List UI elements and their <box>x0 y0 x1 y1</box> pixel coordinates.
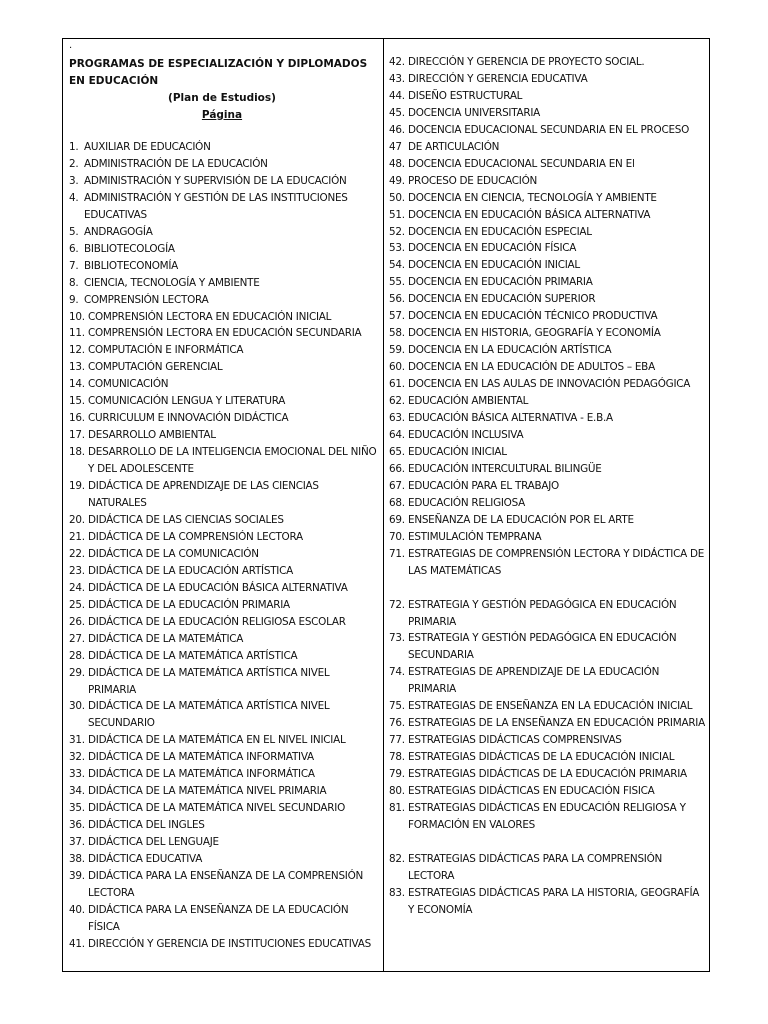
item-text: DOCENCIA EN HISTORIA, GEOGRAFÍA Y ECONOMÍA <box>408 327 661 340</box>
item-text: BIBLIOTECOLOGÍA <box>84 242 175 255</box>
item-number: 39. <box>69 869 85 882</box>
list-item <box>389 732 707 749</box>
list-item <box>389 427 707 444</box>
item-text: EDUCACIÓN AMBIENTAL <box>408 395 529 408</box>
item-number: 33. <box>69 768 85 781</box>
list-item <box>69 359 377 376</box>
item-number: 37. <box>69 836 85 849</box>
item-text: ESTRATEGIAS DE APRENDIZAJE DE LA EDUCACIÓN PRIMARIA <box>408 666 660 696</box>
item-text: DIDÁCTICA DE LA MATEMÁTICA <box>88 632 244 645</box>
item-number: 68. <box>389 496 405 509</box>
list-item <box>69 139 377 156</box>
program-list-right <box>389 54 707 919</box>
item-number: 51. <box>389 208 405 221</box>
list-item <box>389 122 707 139</box>
document-frame <box>62 38 710 972</box>
item-text: EDUCACIÓN INICIAL <box>408 445 507 458</box>
item-text: DIDÁCTICA DE LA MATEMÁTICA ARTÍSTICA <box>88 649 298 662</box>
list-item <box>69 427 377 444</box>
item-number: 4. <box>69 191 79 204</box>
list-item <box>69 156 377 173</box>
item-number: 52. <box>389 225 405 238</box>
list-item <box>69 393 377 410</box>
item-text: DOCENCIA EN EDUCACIÓN ESPECIAL <box>408 225 592 238</box>
list-item <box>69 614 377 631</box>
item-text: DOCENCIA EN LA EDUCACIÓN DE ADULTOS – EBA <box>408 361 655 374</box>
item-number: 7. <box>69 259 79 272</box>
item-text: DIDÁCTICA DE LA COMPRENSIÓN LECTORA <box>88 530 303 543</box>
item-text: COMPRENSIÓN LECTORA EN EDUCACIÓN INICIAL <box>88 310 332 323</box>
list-spacer <box>389 834 707 851</box>
item-text: COMUNICACIÓN LENGUA Y LITERATURA <box>88 395 286 408</box>
item-number: 56. <box>389 293 405 306</box>
item-number: 77. <box>389 734 405 747</box>
list-item <box>389 105 707 122</box>
item-text: DOCENCIA EN EDUCACIÓN PRIMARIA <box>408 276 593 289</box>
list-item <box>389 749 707 766</box>
item-text: COMPUTACIÓN E INFORMÁTICA <box>88 344 244 357</box>
item-number: 34. <box>69 785 85 798</box>
list-item <box>389 546 707 580</box>
item-text: DIDÁCTICA DE LA COMUNICACIÓN <box>88 547 259 560</box>
item-text: DIDÁCTICA PARA LA ENSEÑANZA DE LA EDUCACIÓN FÍSICA <box>88 903 349 933</box>
item-number: 41. <box>69 937 85 950</box>
item-text: DIDÁCTICA EDUCATIVA <box>88 853 203 866</box>
item-number: 28. <box>69 649 85 662</box>
item-number: 54. <box>389 259 405 272</box>
list-item <box>69 698 377 732</box>
list-item <box>389 240 707 257</box>
item-number: 69. <box>389 513 405 526</box>
list-item <box>389 274 707 291</box>
list-item <box>69 749 377 766</box>
item-number: 62. <box>389 395 405 408</box>
list-item <box>389 224 707 241</box>
page-subtitle: (Plan de Estudios) <box>168 92 276 104</box>
item-number: 73. <box>389 632 405 645</box>
item-text: DIRECCIÓN Y GERENCIA DE PROYECTO SOCIAL. <box>408 56 645 68</box>
item-text: EDUCACIÓN BÁSICA ALTERNATIVA - E.B.A <box>408 412 613 425</box>
item-number: 78. <box>389 751 405 764</box>
item-text: DIDÁCTICA DE APRENDIZAJE DE LAS CIENCIAS NATURALES <box>88 480 319 510</box>
list-item <box>69 631 377 648</box>
item-text: DIDÁCTICA DEL LENGUAJE <box>88 836 219 849</box>
list-item <box>69 224 377 241</box>
item-number: 40. <box>69 903 85 916</box>
item-text: DIRECCIÓN Y GERENCIA EDUCATIVA <box>408 72 588 85</box>
item-number: 35. <box>69 802 85 815</box>
list-item <box>69 834 377 851</box>
list-item <box>69 512 377 529</box>
list-item <box>389 410 707 427</box>
list-item <box>69 190 377 224</box>
item-number: 20. <box>69 513 85 526</box>
item-text: DIDÁCTICA DE LA EDUCACIÓN BÁSICA ALTERNATIVA <box>88 581 348 594</box>
list-item <box>69 648 377 665</box>
item-number: 44. <box>389 89 405 102</box>
item-text: DE ARTICULACIÓN <box>408 140 500 153</box>
item-text: COMPRENSIÓN LECTORA EN EDUCACIÓN SECUNDARIA <box>88 327 362 340</box>
list-item <box>389 444 707 461</box>
list-item <box>389 783 707 800</box>
item-number: 14. <box>69 378 85 391</box>
item-number: 61. <box>389 378 405 391</box>
list-item <box>389 156 707 173</box>
page-title-line1: PROGRAMAS DE ESPECIALIZACIÓN Y DIPLOMADOS <box>69 58 368 70</box>
item-number: 75. <box>389 700 405 713</box>
item-text: DOCENCIA EN EDUCACIÓN BÁSICA ALTERNATIVA <box>408 208 651 221</box>
item-text: ENSEÑANZA DE LA EDUCACIÓN POR EL ARTE <box>408 513 634 526</box>
list-item <box>69 325 377 342</box>
item-text: ANDRAGOGÍA <box>84 225 153 238</box>
list-item <box>69 902 377 936</box>
item-text: ESTRATEGIAS DIDÁCTICAS EN EDUCACIÓN FISICA <box>408 785 655 798</box>
item-text: COMUNICACIÓN <box>88 378 169 391</box>
list-item <box>69 597 377 614</box>
list-item <box>389 54 707 71</box>
list-item <box>389 342 707 359</box>
list-item <box>69 851 377 868</box>
item-number: 82. <box>389 852 405 865</box>
item-text: ESTRATEGIAS DIDÁCTICAS EN EDUCACIÓN RELIGIOSA Y FORMACIÓN EN VALORES <box>408 801 686 831</box>
item-text: DIDÁCTICA DE LA MATEMÁTICA EN EL NIVEL INICIAL <box>88 734 346 747</box>
list-item <box>69 936 377 953</box>
item-text: ESTRATEGIAS DIDÁCTICAS COMPRENSIVAS <box>408 734 622 747</box>
list-item <box>389 291 707 308</box>
item-text: DIDÁCTICA DE LA EDUCACIÓN RELIGIOSA ESCOLAR <box>88 615 346 628</box>
item-text: DIDÁCTICA DE LAS CIENCIAS SOCIALES <box>88 513 284 526</box>
item-number: 80. <box>389 785 405 798</box>
list-item <box>69 563 377 580</box>
item-number: 38. <box>69 853 85 866</box>
item-number: 57. <box>389 310 405 323</box>
item-text: ESTRATEGIAS DIDÁCTICAS DE LA EDUCACIÓN PRIMARIA <box>408 768 687 781</box>
list-item <box>389 325 707 342</box>
list-item <box>389 512 707 529</box>
item-text: DESARROLLO AMBIENTAL <box>88 429 216 442</box>
item-number: 79. <box>389 768 405 781</box>
item-number: 12. <box>69 344 85 357</box>
list-item <box>69 665 377 699</box>
item-text: DOCENCIA EN CIENCIA, TECNOLOGÍA Y AMBIENTE <box>408 191 657 204</box>
item-number: 9. <box>69 293 79 306</box>
leading-dot: . <box>69 40 73 51</box>
item-number: 74. <box>389 666 405 679</box>
item-number: 50. <box>389 191 405 204</box>
item-number: 18. <box>69 446 85 459</box>
item-number: 21. <box>69 530 85 543</box>
list-item <box>389 461 707 478</box>
item-text: COMPRENSIÓN LECTORA <box>84 293 209 306</box>
list-item <box>69 241 377 258</box>
item-text: ESTRATEGIAS DE ENSEÑANZA EN LA EDUCACIÓN INICIAL <box>408 700 693 713</box>
list-item <box>69 732 377 749</box>
list-item <box>69 546 377 563</box>
item-number: 55. <box>389 276 405 289</box>
item-number: 1. <box>69 141 79 153</box>
item-text: DISEÑO ESTRUCTURAL <box>408 89 523 102</box>
list-item <box>389 173 707 190</box>
item-text: DIDÁCTICA DE LA MATEMÁTICA INFORMÁTICA <box>88 768 315 781</box>
item-text: ADMINISTRACIÓN DE LA EDUCACIÓN <box>84 157 268 170</box>
list-item <box>69 342 377 359</box>
item-number: 65. <box>389 445 405 458</box>
item-text: ESTRATEGIA Y GESTIÓN PEDAGÓGICA EN EDUCACIÓN PRIMARIA <box>408 598 677 628</box>
item-number: 5. <box>69 225 79 238</box>
item-text: COMPUTACIÓN GERENCIAL <box>88 361 223 374</box>
item-number: 48. <box>389 157 405 170</box>
item-text: DIDÁCTICA DE LA MATEMÁTICA ARTÍSTICA NIVEL SECUNDARIO <box>88 700 330 730</box>
item-text: EDUCACIÓN INTERCULTURAL BILINGÜE <box>408 462 602 475</box>
list-item <box>69 529 377 546</box>
item-text: ADMINISTRACIÓN Y SUPERVISIÓN DE LA EDUCACIÓN <box>84 174 347 187</box>
item-text: ADMINISTRACIÓN Y GESTIÓN DE LAS INSTITUCIONES EDUCATIVAS <box>84 191 348 221</box>
item-text: ESTRATEGIAS DE COMPRENSIÓN LECTORA Y DIDÁCTICA DE LAS MATEMÁTICAS <box>408 547 705 577</box>
item-number: 76. <box>389 717 405 730</box>
list-spacer <box>389 580 707 597</box>
item-text: EDUCACIÓN INCLUSIVA <box>408 428 524 441</box>
list-item <box>69 868 377 902</box>
page-title-line2: EN EDUCACIÓN <box>69 75 159 87</box>
item-number: 6. <box>69 242 79 255</box>
list-item <box>389 257 707 274</box>
item-text: DIRECCIÓN Y GERENCIA DE INSTITUCIONES EDUCATIVAS <box>88 937 371 950</box>
item-text: DESARROLLO DE LA INTELIGENCIA EMOCIONAL DEL NIÑO Y DEL ADOLESCENTE <box>88 446 377 476</box>
item-text: ESTRATEGIA Y GESTIÓN PEDAGÓGICA EN EDUCACIÓN SECUNDARIA <box>408 632 677 662</box>
item-number: 29. <box>69 666 85 679</box>
list-item <box>389 376 707 393</box>
item-text: DIDÁCTICA PARA LA ENSEÑANZA DE LA COMPRENSIÓN LECTORA <box>88 869 364 899</box>
item-text: CIENCIA, TECNOLOGÍA Y AMBIENTE <box>84 276 260 289</box>
item-number: 26. <box>69 615 85 628</box>
title-block <box>69 56 375 124</box>
list-item <box>389 630 707 664</box>
item-text: EDUCACIÓN RELIGIOSA <box>408 496 526 509</box>
list-item <box>69 292 377 309</box>
list-item <box>389 597 707 631</box>
list-item <box>69 580 377 597</box>
item-number: 64. <box>389 428 405 441</box>
list-item <box>69 766 377 783</box>
item-number: 25. <box>69 598 85 611</box>
item-number: 58. <box>389 327 405 340</box>
program-list-left <box>69 139 377 953</box>
item-number: 46. <box>389 123 405 136</box>
list-item <box>389 308 707 325</box>
item-text: DOCENCIA EN EDUCACIÓN FÍSICA <box>408 242 577 255</box>
list-item <box>69 478 377 512</box>
list-item <box>389 529 707 546</box>
item-number: 72. <box>389 598 405 611</box>
item-number: 15. <box>69 395 85 408</box>
item-text: DIDÁCTICA DE LA MATEMÁTICA NIVEL PRIMARIA <box>88 785 327 798</box>
list-item <box>389 478 707 495</box>
item-text: DOCENCIA EN EDUCACIÓN TÉCNICO PRODUCTIVA <box>408 310 658 323</box>
page-label: Página <box>201 109 243 121</box>
item-number: 83. <box>389 886 405 899</box>
item-text: ESTRATEGIAS DIDÁCTICAS PARA LA COMPRENSIÓN LECTORA <box>408 852 663 882</box>
list-item <box>69 817 377 834</box>
list-item <box>389 393 707 410</box>
item-text: DIDÁCTICA DE LA EDUCACIÓN ARTÍSTICA <box>88 564 293 577</box>
item-number: 81. <box>389 801 405 814</box>
list-item <box>389 664 707 698</box>
item-number: 67. <box>389 479 405 492</box>
item-text: PROCESO DE EDUCACIÓN <box>408 174 538 187</box>
item-number: 13. <box>69 361 85 374</box>
item-text: DIDÁCTICA DE LA MATEMÁTICA INFORMATIVA <box>88 751 314 764</box>
list-item <box>389 71 707 88</box>
list-item <box>69 258 377 275</box>
list-item <box>69 444 377 478</box>
item-text: EDUCACIÓN PARA EL TRABAJO <box>408 479 559 492</box>
list-item <box>389 207 707 224</box>
item-number: 31. <box>69 734 85 747</box>
item-number: 47 <box>389 140 402 153</box>
item-text: DIDÁCTICA DE LA MATEMÁTICA NIVEL SECUNDARIO <box>88 802 346 815</box>
list-item <box>69 376 377 393</box>
list-item <box>389 715 707 732</box>
list-item <box>389 190 707 207</box>
item-text: DOCENCIA EDUCACIONAL SECUNDARIA EN EL PROCESO <box>408 123 690 136</box>
item-number: 17. <box>69 429 85 442</box>
item-number: 66. <box>389 462 405 475</box>
item-number: 43. <box>389 72 405 85</box>
list-item <box>389 359 707 376</box>
item-text: ESTRATEGIAS DE LA ENSEÑANZA EN EDUCACIÓN PRIMARIA <box>408 717 705 730</box>
item-number: 10. <box>69 310 85 323</box>
item-text: DIDÁCTICA DE LA MATEMÁTICA ARTÍSTICA NIVEL PRIMARIA <box>88 666 330 696</box>
item-number: 45. <box>389 106 405 119</box>
column-divider <box>383 39 384 971</box>
list-item <box>69 783 377 800</box>
item-number: 30. <box>69 700 85 713</box>
item-number: 36. <box>69 819 85 832</box>
item-number: 11. <box>69 327 85 340</box>
item-number: 8. <box>69 276 79 289</box>
list-item <box>389 698 707 715</box>
item-number: 19. <box>69 480 85 493</box>
list-item <box>69 309 377 326</box>
item-number: 60. <box>389 361 405 374</box>
item-number: 23. <box>69 564 85 577</box>
item-text: AUXILIAR DE EDUCACIÓN <box>84 141 211 153</box>
list-item <box>389 885 707 919</box>
item-text: DOCENCIA EN EDUCACIÓN SUPERIOR <box>408 293 596 306</box>
list-item <box>69 800 377 817</box>
list-item <box>389 495 707 512</box>
item-number: 3. <box>69 174 79 187</box>
item-number: 70. <box>389 530 405 543</box>
list-item <box>389 851 707 885</box>
list-item <box>389 766 707 783</box>
item-number: 2. <box>69 157 79 170</box>
item-number: 53. <box>389 242 405 255</box>
item-text: DIDÁCTICA DEL INGLES <box>88 819 205 832</box>
item-number: 27. <box>69 632 85 645</box>
item-number: 24. <box>69 581 85 594</box>
item-text: DOCENCIA EN EDUCACIÓN INICIAL <box>408 259 580 272</box>
item-number: 71. <box>389 547 405 560</box>
list-item <box>69 173 377 190</box>
list-item <box>389 88 707 105</box>
item-text: DIDÁCTICA DE LA EDUCACIÓN PRIMARIA <box>88 598 290 611</box>
item-text: DOCENCIA EDUCACIONAL SECUNDARIA EN El <box>408 157 635 170</box>
item-number: 49. <box>389 174 405 187</box>
item-text: CURRICULUM E INNOVACIÓN DIDÁCTICA <box>88 412 289 425</box>
item-number: 16. <box>69 412 85 425</box>
list-item <box>389 800 707 834</box>
item-text: BIBLIOTECONOMÍA <box>84 259 179 272</box>
list-item <box>389 139 707 156</box>
item-text: ESTIMULACIÓN TEMPRANA <box>408 530 542 543</box>
item-text: DOCENCIA EN LA EDUCACIÓN ARTÍSTICA <box>408 344 612 357</box>
item-text: ESTRATEGIAS DIDÁCTICAS PARA LA HISTORIA, GEOGRAFÍA Y ECONOMÍA <box>408 886 700 916</box>
item-number: 22. <box>69 547 85 560</box>
item-text: ESTRATEGIAS DIDÁCTICAS DE LA EDUCACIÓN INICIAL <box>408 751 675 764</box>
item-text: DOCENCIA EN LAS AULAS DE INNOVACIÓN PEDAGÓGICA <box>408 378 691 391</box>
list-item <box>69 410 377 427</box>
list-item <box>69 275 377 292</box>
item-number: 63. <box>389 412 405 425</box>
item-text: DOCENCIA UNIVERSITARIA <box>408 106 541 119</box>
item-number: 32. <box>69 751 85 764</box>
item-number: 59. <box>389 344 405 357</box>
item-number: 42. <box>389 56 405 68</box>
